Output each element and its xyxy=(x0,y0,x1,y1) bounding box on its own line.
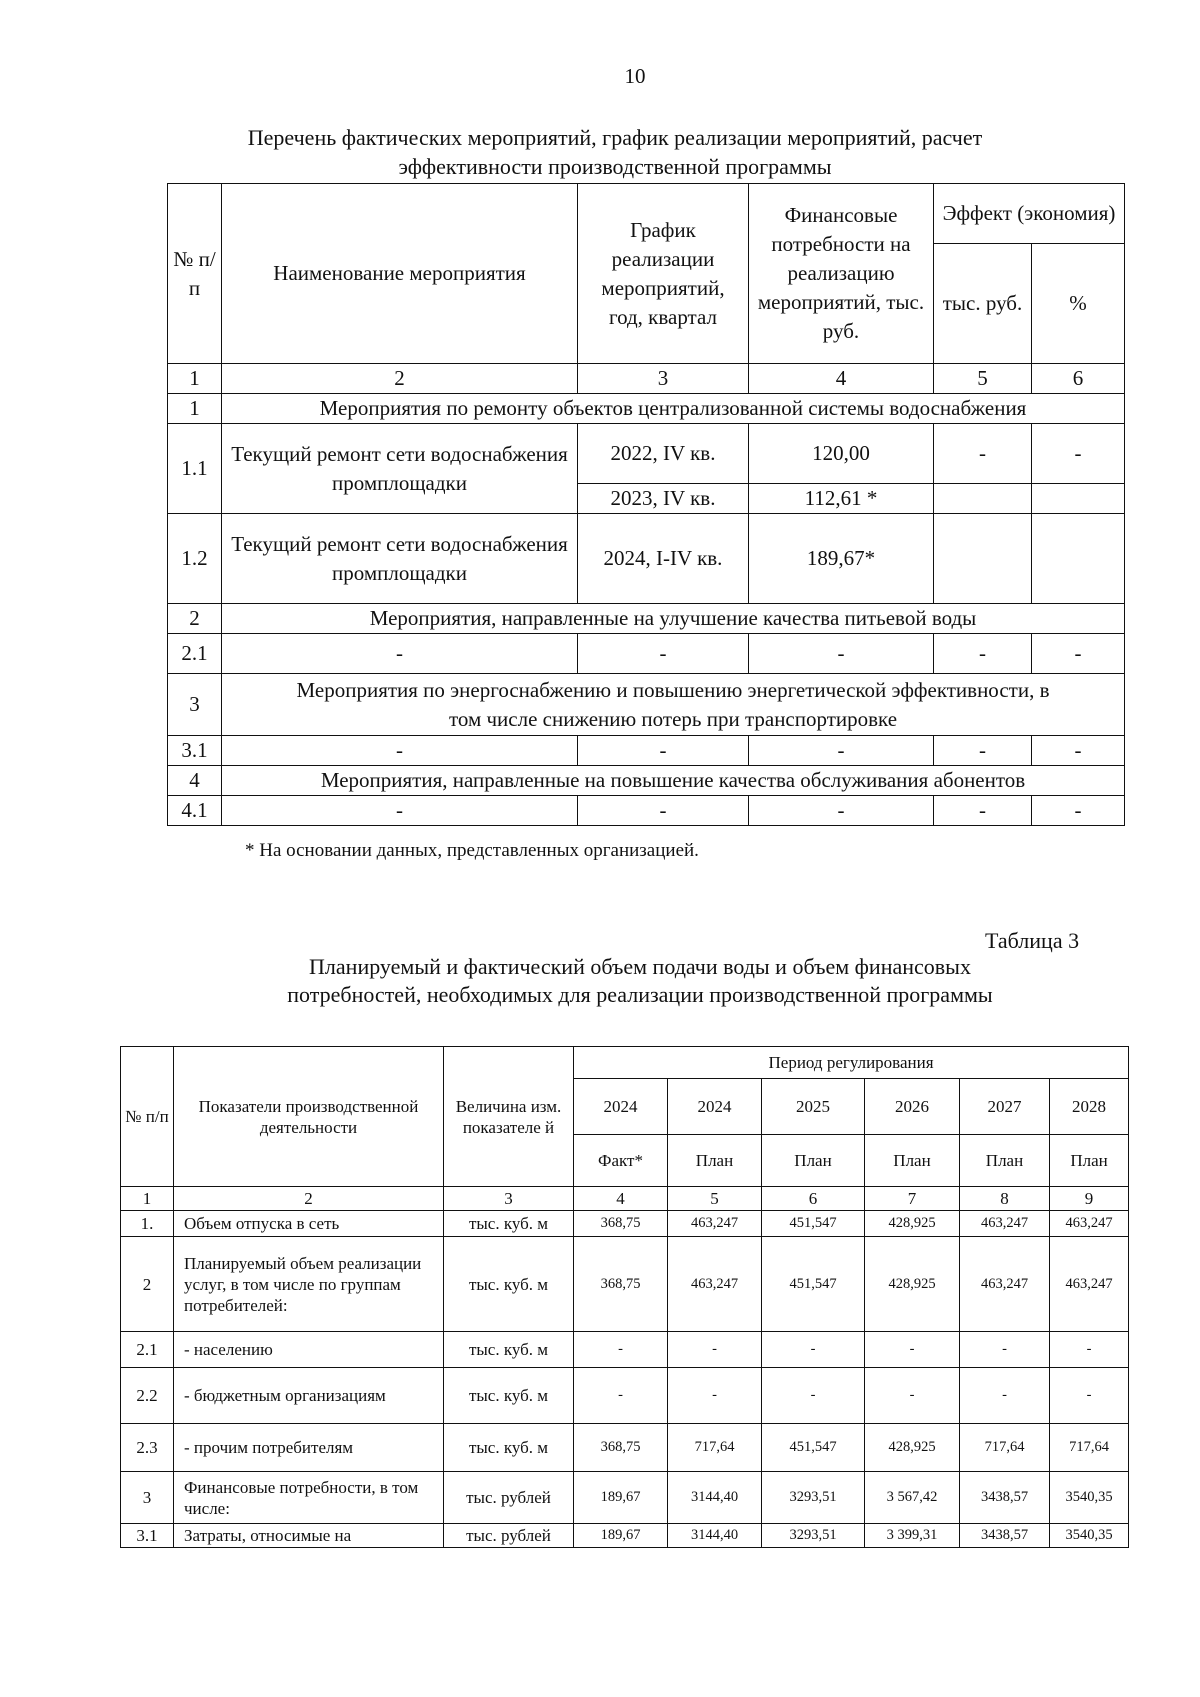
effect-percent xyxy=(1032,514,1125,604)
financial-needs: 112,61 * xyxy=(749,484,934,514)
unit: тыс. куб. м xyxy=(444,1424,574,1472)
value-cell: - xyxy=(865,1368,960,1424)
value-cell: - xyxy=(1050,1368,1129,1424)
row-number: 2 xyxy=(121,1237,174,1332)
row-number: 1. xyxy=(121,1211,174,1237)
value-cell: 717,64 xyxy=(668,1424,762,1472)
header-period: Период регулирования xyxy=(574,1047,1129,1079)
schedule: 2024, I-IV кв. xyxy=(578,514,749,604)
value-cell: 189,67 xyxy=(574,1472,668,1524)
section-title: Мероприятия, направленные на улучшение качества питьевой воды xyxy=(222,604,1125,634)
table-cell: - xyxy=(578,634,749,674)
header-schedule: График реализации мероприятий, год, квартал xyxy=(578,184,749,364)
value-cell: - xyxy=(1050,1332,1129,1368)
table-cell: - xyxy=(1032,736,1125,766)
table-cell: - xyxy=(1032,634,1125,674)
value-cell: 463,247 xyxy=(1050,1237,1129,1332)
value-cell: 3 567,42 xyxy=(865,1472,960,1524)
value-cell: 428,925 xyxy=(865,1424,960,1472)
header-effect-rub: тыс. руб. xyxy=(934,244,1032,364)
header-measure-name: Наименование мероприятия xyxy=(222,184,578,364)
value-cell: 3540,35 xyxy=(1050,1472,1129,1524)
value-cell: 368,75 xyxy=(574,1211,668,1237)
value-cell: 717,64 xyxy=(960,1424,1050,1472)
column-number: 1 xyxy=(168,364,222,394)
indicator-name: - прочим потребителям xyxy=(174,1424,444,1472)
unit: тыс. куб. м xyxy=(444,1332,574,1368)
table-cell: - xyxy=(749,796,934,826)
column-number: 6 xyxy=(1032,364,1125,394)
section-number: 3 xyxy=(168,674,222,736)
effect-percent: - xyxy=(1032,424,1125,484)
value-cell: 3144,40 xyxy=(668,1472,762,1524)
value-cell: - xyxy=(668,1332,762,1368)
table-row xyxy=(121,1332,1129,1368)
table-cell: - xyxy=(222,796,578,826)
section-title: Мероприятия по энергоснабжению и повышению энергетической эффективности, в том числе снижению потерь при транспортировке xyxy=(222,674,1125,736)
value-cell: - xyxy=(762,1368,865,1424)
value-cell: - xyxy=(960,1368,1050,1424)
table-row xyxy=(121,1424,1129,1472)
effect-percent xyxy=(1032,484,1125,514)
unit: тыс. рублей xyxy=(444,1472,574,1524)
measures-table xyxy=(167,183,1125,826)
table-cell: - xyxy=(222,634,578,674)
value-cell: 451,547 xyxy=(762,1237,865,1332)
header-kind: План xyxy=(1050,1135,1129,1187)
header-number: № п/ п xyxy=(168,184,222,364)
column-number: 4 xyxy=(574,1187,668,1211)
financial-needs: 189,67* xyxy=(749,514,934,604)
header-year: 2024 xyxy=(668,1079,762,1135)
section-number: 4 xyxy=(168,766,222,796)
value-cell: - xyxy=(762,1332,865,1368)
effect-rub xyxy=(934,484,1032,514)
table-row xyxy=(121,1237,1129,1332)
value-cell: 463,247 xyxy=(960,1237,1050,1332)
header-financial-needs: Финансовые потребности на реализацию мероприятий, тыс. руб. xyxy=(749,184,934,364)
row-number: 1.1 xyxy=(168,424,222,514)
section-number: 1 xyxy=(168,394,222,424)
indicator-name: Финансовые потребности, в том числе: xyxy=(174,1472,444,1524)
row-number: 3.1 xyxy=(168,736,222,766)
value-cell: 368,75 xyxy=(574,1237,668,1332)
row-number: 2.1 xyxy=(121,1332,174,1368)
value-cell: 451,547 xyxy=(762,1424,865,1472)
value-cell: 463,247 xyxy=(1050,1211,1129,1237)
column-number: 9 xyxy=(1050,1187,1129,1211)
column-number: 1 xyxy=(121,1187,174,1211)
header-effect-percent: % xyxy=(1032,244,1125,364)
table2-title xyxy=(170,953,1110,1009)
header-kind: План xyxy=(865,1135,960,1187)
measure-name: Текущий ремонт сети водоснабжения промплощадки xyxy=(222,514,578,604)
table-cell: - xyxy=(222,736,578,766)
footnote: * На основании данных, представленных организацией. xyxy=(245,840,699,861)
column-number: 8 xyxy=(960,1187,1050,1211)
indicator-name: - населению xyxy=(174,1332,444,1368)
header-unit: Величина изм. показателе й xyxy=(444,1047,574,1187)
column-number: 2 xyxy=(174,1187,444,1211)
column-number: 6 xyxy=(762,1187,865,1211)
value-cell: 3293,51 xyxy=(762,1524,865,1548)
value-cell: - xyxy=(668,1368,762,1424)
header-number: № п/п xyxy=(121,1047,174,1187)
table-row xyxy=(121,1211,1129,1237)
indicator-name: Планируемый объем реализации услуг, в том числе по группам потребителей: xyxy=(174,1237,444,1332)
table1-title-line: Перечень фактических мероприятий, график реализации мероприятий, расчет xyxy=(247,125,983,150)
value-cell: 3540,35 xyxy=(1050,1524,1129,1548)
page-number: 10 xyxy=(624,64,646,88)
column-number: 7 xyxy=(865,1187,960,1211)
section-title: Мероприятия по ремонту объектов централизованной системы водоснабжения xyxy=(222,394,1125,424)
header-kind: Факт* xyxy=(574,1135,668,1187)
value-cell: 451,547 xyxy=(762,1211,865,1237)
column-number: 2 xyxy=(222,364,578,394)
value-cell: 717,64 xyxy=(1050,1424,1129,1472)
row-number: 2.2 xyxy=(121,1368,174,1424)
unit: тыс. куб. м xyxy=(444,1211,574,1237)
value-cell: 189,67 xyxy=(574,1524,668,1548)
indicator-name: - бюджетным организациям xyxy=(174,1368,444,1424)
header-kind: План xyxy=(960,1135,1050,1187)
row-number: 3 xyxy=(121,1472,174,1524)
header-indicator: Показатели производственной деятельности xyxy=(174,1047,444,1187)
schedule: 2023, IV кв. xyxy=(578,484,749,514)
header-year: 2024 xyxy=(574,1079,668,1135)
header-kind: План xyxy=(762,1135,865,1187)
table2-title-line: потребностей, необходимых для реализации производственной программы xyxy=(287,982,993,1007)
unit: тыс. рублей xyxy=(444,1524,574,1548)
table-cell: - xyxy=(749,736,934,766)
table-cell: - xyxy=(1032,796,1125,826)
row-number: 3.1 xyxy=(121,1524,174,1548)
schedule: 2022, IV кв. xyxy=(578,424,749,484)
table-row xyxy=(121,1524,1129,1548)
section-title: Мероприятия, направленные на повышение качества обслуживания абонентов xyxy=(222,766,1125,796)
table-cell: - xyxy=(578,796,749,826)
column-number: 3 xyxy=(444,1187,574,1211)
value-cell: 3438,57 xyxy=(960,1472,1050,1524)
value-cell: 3144,40 xyxy=(668,1524,762,1548)
unit: тыс. куб. м xyxy=(444,1368,574,1424)
measure-name: Текущий ремонт сети водоснабжения промплощадки xyxy=(222,424,578,514)
table-cell: - xyxy=(749,634,934,674)
table1-title xyxy=(150,123,1080,181)
effect-rub: - xyxy=(934,424,1032,484)
value-cell: 368,75 xyxy=(574,1424,668,1472)
table-cell: - xyxy=(934,634,1032,674)
value-cell: 463,247 xyxy=(668,1211,762,1237)
column-number: 4 xyxy=(749,364,934,394)
value-cell: - xyxy=(574,1332,668,1368)
value-cell: 3293,51 xyxy=(762,1472,865,1524)
value-cell: 428,925 xyxy=(865,1237,960,1332)
value-cell: 463,247 xyxy=(668,1237,762,1332)
table-row xyxy=(121,1472,1129,1524)
indicator-name: Объем отпуска в сеть xyxy=(174,1211,444,1237)
row-number: 2.3 xyxy=(121,1424,174,1472)
column-number: 3 xyxy=(578,364,749,394)
header-year: 2028 xyxy=(1050,1079,1129,1135)
financial-needs: 120,00 xyxy=(749,424,934,484)
unit: тыс. куб. м xyxy=(444,1237,574,1332)
row-number: 4.1 xyxy=(168,796,222,826)
value-cell: - xyxy=(865,1332,960,1368)
column-number: 5 xyxy=(934,364,1032,394)
table-cell: - xyxy=(934,796,1032,826)
table-cell: - xyxy=(934,736,1032,766)
column-number: 5 xyxy=(668,1187,762,1211)
value-cell: 463,247 xyxy=(960,1211,1050,1237)
header-year: 2026 xyxy=(865,1079,960,1135)
header-kind: План xyxy=(668,1135,762,1187)
value-cell: 3 399,31 xyxy=(865,1524,960,1548)
value-cell: - xyxy=(574,1368,668,1424)
effect-rub xyxy=(934,514,1032,604)
row-number: 1.2 xyxy=(168,514,222,604)
value-cell: - xyxy=(960,1332,1050,1368)
row-number: 2.1 xyxy=(168,634,222,674)
section-number: 2 xyxy=(168,604,222,634)
indicator-name: Затраты, относимые на xyxy=(174,1524,444,1548)
header-year: 2025 xyxy=(762,1079,865,1135)
table1-title-line: эффективности производственной программы xyxy=(398,154,832,179)
value-cell: 428,925 xyxy=(865,1211,960,1237)
table-row xyxy=(121,1368,1129,1424)
table-3-label: Таблица 3 xyxy=(985,928,1080,953)
value-cell: 3438,57 xyxy=(960,1524,1050,1548)
header-effect: Эффект (экономия) xyxy=(934,184,1125,244)
header-year: 2027 xyxy=(960,1079,1050,1135)
table2-title-line: Планируемый и фактический объем подачи воды и объем финансовых xyxy=(309,954,971,979)
table-cell: - xyxy=(578,736,749,766)
volume-table xyxy=(120,1046,1129,1548)
